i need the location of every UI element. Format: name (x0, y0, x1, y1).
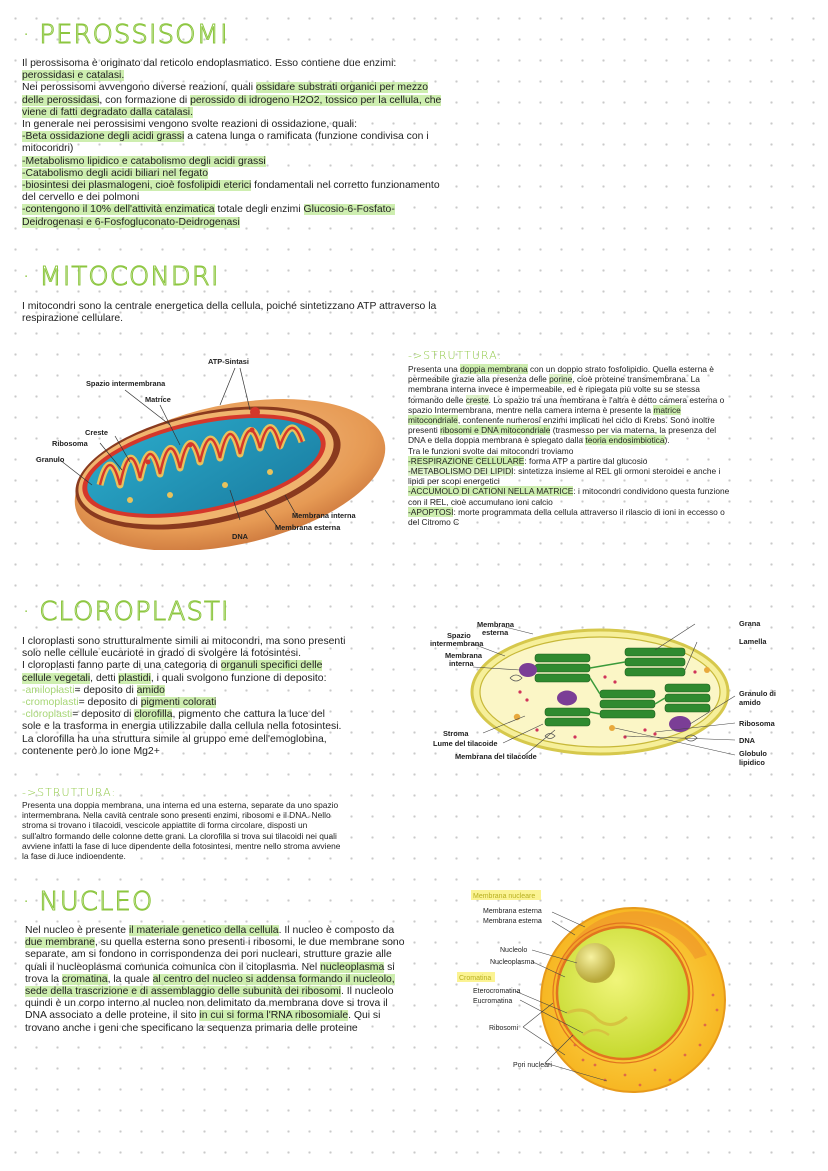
label-lamella: Lamella (739, 637, 767, 646)
label-creste: Creste (85, 428, 109, 437)
label-globulo-a: Globulo (739, 749, 767, 758)
label-spazio-a: Spazio (447, 631, 471, 640)
label-membrana-esterna: Membrana esterna (483, 908, 542, 915)
label-membrana-interna: Membrana interna (292, 511, 356, 520)
label-granulo-amido-a: Granulo di (739, 689, 776, 698)
label-eterocromatina: Eterocromatina (473, 988, 521, 995)
mitocondri-struttura-heading: ->STRUTTURA: (408, 349, 503, 362)
perossisomi-text: Il perossisoma è originato dal reticolo endoplasmatico. Esso contiene due enzimi: perossidasi e catalasi. Nei perossisomi avvengono diverse reazioni, quali ossidare substrati organici per mezzo delle perossidasi, con formazione di perossido di idrogeno H2O2, tossico per la cellula, che viene di fatti degradato dalla catalasi. In generale nei perossisimi vengono svolte reazioni di ossidazione, quali: -Beta ossidazione degli acidi grassi a catena lunga o ramificata (funzione condivisa con i mitocondri) -Metabolismo lipidico e catabolismo degli acidi grassi -Catabolismo degli acidi biliari nel fegato -biosintesi dei plasmalogeni, cioè fosfolipidi eterici fondamentali nel corretto funzionamento del cervello e dei polmoni -contengono il 10% dell'attività enzimatica totale degli enzimi Glucosio-6-Fosfato- Deidrogenasi e 6-Fosfogluconato-Deidrogenasi (22, 58, 442, 228)
label-matrice: Matrice (145, 395, 171, 404)
section-title-perossisomi: · PEROSSISOMI (22, 20, 229, 50)
label-grana: Grana (739, 619, 761, 628)
mitocondri-intro: I mitocondri sono la centrale energetica della cellula, poiché sintetizzano ATP attraverso la respirazione cellulare. (22, 301, 437, 325)
cloroplasti-struttura-heading: ->STRUTTURA: (22, 786, 117, 799)
chloroplast-diagram (425, 612, 795, 777)
label-membrana-interna-a: Membrana (445, 651, 482, 660)
label-membrana-tilacoide: Membrana del tilacoide (455, 752, 537, 761)
label-nucleolo: Nucleolo (500, 947, 528, 954)
cloroplasti-struttura-text: Presenta una doppia membrana, una interna ed una esterna, separate da uno spazio intermembrana. Nella cavità centrale sono presenti enzimi, ribosomi e il DNA. Nello stroma si trovano i tilacoidi, vescicole appiattite di forma circolare, disposti un sull'altro formando delle colonne dette grani. La clorofilla si trova sui tilacoidi nei quali avviene infatti la fase di luce dipendente della fotosintesi, mentre nello stroma avviene la fase di luce indioendente. (22, 800, 341, 862)
chloroplast-body (472, 630, 728, 754)
label-atp-sintasi: ATP-Sintasi (208, 357, 249, 366)
label-globulo-b: lipidico (739, 758, 765, 767)
label-stroma: Stroma (443, 729, 469, 738)
mitocondri-struttura-text: Presenta una doppia membrana con un doppio strato fosfolipidio. Quella esterna è permeabile grazie alla presenza delle porine, cioè proteine transmembrana. La membrana interna invece è impermeabile, ed è ripiegata più volte su se stessa formando delle creste. Lo spazio tra una membrana e l'altra è detto camera esterna o spazio Intermembrana, mentre nella camera interna è presente la matrice mitocondriale, contenente numerosi enzimi implicati nel ciclo di Krebs. Sono inoltre presenti ribosomi e DNA mitocondriale (trasmesso per via materna, la presenza del DNA e della doppia membrana è spiegato dalla teoria endosimbiotica). Tra le funzioni svolte dai mitocondri troviamo -RESPIRAZIONE CELLULARE: forma ATP a partire dal glucosio -METABOLISMO DEI LIPIDI: sintetizza insieme al REL gli ormoni steroidei e anche i lipidi per scopi energetici -ACCUMOLO DI CATIONI NELLA MATRICE: i mitocondri condividono questa funzione con il REL, cioè accumulano ioni calcio -APOPTOSI: morte programmata della cellula attraverso il rilascio di ioni in eccesso o del Citromo C (408, 364, 730, 528)
section-title-cloroplasti: · CLOROPLASTI (22, 597, 230, 627)
nucleo-text: Nel nucleo è presente il materiale genetico della cellula. Il nucleo è composto da due membrane, su quella esterna sono presenti i ribosomi, le due membrane sono separate, am si fondono in corrispondenza dei pori nucleari, strutture grazie alle quali il nucleoplasma comunica comunica con il citoplasma. Nel nucleoplasma si trova la cromatina, la quale al centro del nucleo si addensa formando il nucleolo, sede della trascrizione e di assemblaggio delle subunità dei ribosomi. Il nucleolo quindi è un corpo interno al nucleo non delimitato da membrana dove si trova il DNA associato a delle proteine, il sito in cui si forma l'RNA ribosomiale. Qui si trovano anche i geni che specificano la sequenza primaria delle proteine (25, 925, 405, 1034)
label-ribosoma: Ribosoma (739, 719, 775, 728)
label-eucromatina: Eucromatina (473, 998, 513, 1005)
label-membrana-esterna: Membrana esterna (275, 523, 341, 532)
label-membrana-esterna-a: Membrana (477, 620, 514, 629)
cloroplasti-text: I cloroplasti sono strutturalmente simili ai mitocondri, ma sono presenti solo nelle cellule eucariote in grado di svolgere la fotosintesi. I cloroplasti fanno parte di una categoria di organuli specifici delle cellule vegetali, detti plastidi, i quali svolgono funzione di deposito: -amiloplasti= deposito di amido -cromoplasti= deposito di pigmenti colorati -cloroplasti= deposito di clorofilla, pigmento che cattura la luce del sole e la trasforma in energia utilizzabile dalla cellula nella fotosintesi. La clorofilla ha una struttura simile al gruppo eme dell'emoglobina, contenente però lo ione Mg2+ (22, 636, 346, 757)
label-pori-nucleari: Pori nucleari (513, 1062, 552, 1069)
section-title-nucleo: · NUCLEO (22, 887, 154, 917)
label-ribosoma: Ribosoma (52, 439, 88, 448)
section-title-mitocondri: · MITOCONDRI (22, 262, 220, 292)
nucleus-diagram (455, 885, 745, 1100)
mitochondrion-diagram (30, 350, 400, 550)
label-dna: DNA (232, 532, 249, 541)
label-spazio-b: intermembrana (430, 639, 484, 648)
label-membrana-interna: Membrana esterna (483, 918, 542, 925)
label-spazio-intermembrana: Spazio intermembrana (86, 379, 166, 388)
label-granulo: Granulo (36, 455, 65, 464)
label-lume-tilacoide: Lume del tilacoide (433, 739, 498, 748)
label-dna: DNA (739, 736, 756, 745)
mitochondrion-body (61, 374, 399, 550)
label-nucleoplasma: Nucleoplasma (490, 959, 535, 966)
nucleus-body (541, 908, 725, 1092)
label-membrana-interna-b: interna (449, 659, 474, 668)
label-cromatina: Cromatina (459, 975, 492, 982)
label-ribosomi: Ribosomi (489, 1025, 519, 1032)
label-membrana-esterna-b: esterna (482, 628, 509, 637)
label-granulo-amido-b: amido (739, 698, 761, 707)
label-membrana-nucleare: Membrana nucleare (473, 893, 536, 900)
